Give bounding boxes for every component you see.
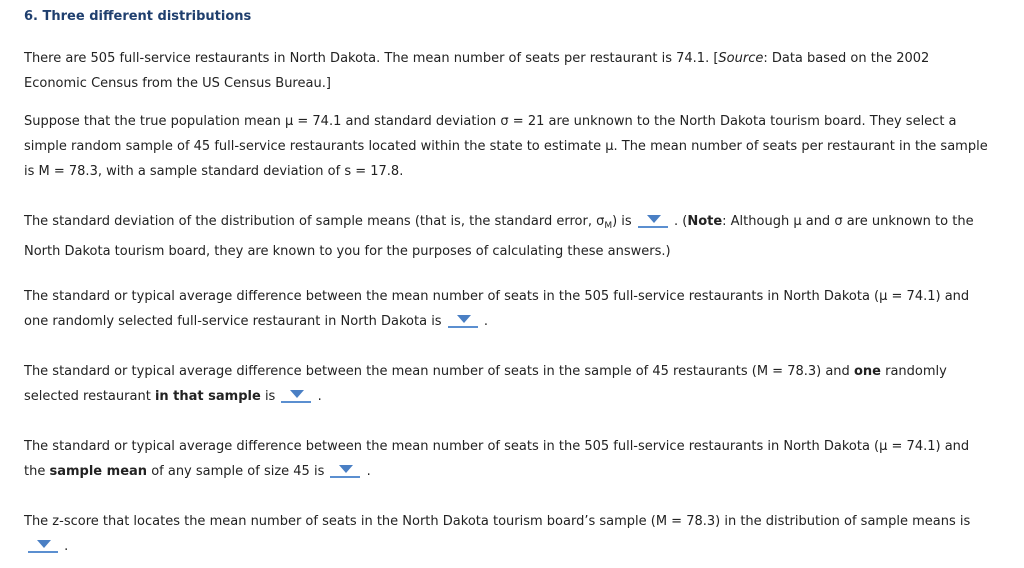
q3-bold-sample: in that sample [154, 389, 261, 404]
question-title: 6. Three different distributions [24, 9, 252, 24]
q1-text: The standard deviation of the distribution of sample means (that is, the standard error, σ [24, 214, 605, 229]
q3-text: The standard or typical average difference between the mean number of seats in the sample of 45 restaurants (M = 78.3) and [24, 364, 850, 379]
sampling-sd-dropdown[interactable] [330, 462, 360, 478]
setup-paragraph: Suppose that the true population mean μ = 74.1 and standard deviation σ = 21 are unknown to the North Dakota tourism board. They select a simple random sample of 45 full-service restaurants located within the state to estimate μ. The mean number of seats per restaurant in the sample is M = 78.3, with a sample standard deviation of s = 17.8. [24, 114, 988, 179]
question-standard-error [24, 209, 989, 264]
chevron-down-icon [290, 390, 304, 398]
intro-text-1: There are 505 full-service restaurants in North Dakota. The mean number of seats per restaurant is 74.1. [ [24, 51, 719, 66]
q4-bold-sample-mean: sample mean [49, 464, 148, 479]
question-z-score [24, 509, 989, 559]
intro-paragraph [24, 46, 989, 96]
chevron-down-icon [339, 465, 353, 473]
sample-sd-dropdown[interactable] [281, 387, 311, 403]
question-sampling-distribution [24, 434, 989, 484]
intro-text-2: : Data based on the 2002 Economic Census from the US Census Bureau.] [24, 51, 930, 91]
q3-period: . [317, 389, 322, 404]
q1-note-open: . ( [673, 214, 688, 229]
z-score-dropdown[interactable] [28, 537, 58, 553]
q3-text-is: is [264, 389, 276, 404]
population-sd-dropdown[interactable] [448, 312, 478, 328]
q2-text: The standard or typical average difference between the mean number of seats in the 505 full-service restaurants in North Dakota (μ = 74.1) and one randomly selected full-service restaurant in North Dakota is [24, 289, 970, 329]
q4-text-mid: of any sample of size 45 is [151, 464, 325, 479]
standard-error-dropdown[interactable] [638, 212, 668, 228]
q2-period: . [483, 314, 489, 329]
q3-text-mid: randomly selected restaurant [24, 364, 947, 404]
chevron-down-icon [647, 215, 661, 223]
question-population-sd [24, 284, 989, 334]
chevron-down-icon [457, 315, 471, 323]
q3-bold-one: one [853, 364, 881, 379]
q4-period: . [366, 464, 371, 479]
q4-text: The standard or typical average difference between the mean number of seats in the 505 full-service restaurants in North Dakota (μ = 74.1) and the [24, 439, 970, 479]
question-sample-sd [24, 359, 989, 409]
q1-note-text: : Although μ and σ are unknown to the North Dakota tourism board, they are known to you for the purposes of calculating these answers.) [24, 214, 974, 259]
q5-text: The z-score that locates the mean number of seats in the North Dakota tourism board’s sample (M = 78.3) in the distribution of sample means is [24, 514, 971, 529]
chevron-down-icon [37, 540, 51, 548]
q1-subscript: M [604, 221, 613, 231]
source-label: Source [718, 51, 764, 66]
q1-text-post: ) is [612, 214, 632, 229]
q5-period: . [64, 539, 69, 554]
q1-note-bold: Note [687, 214, 723, 229]
